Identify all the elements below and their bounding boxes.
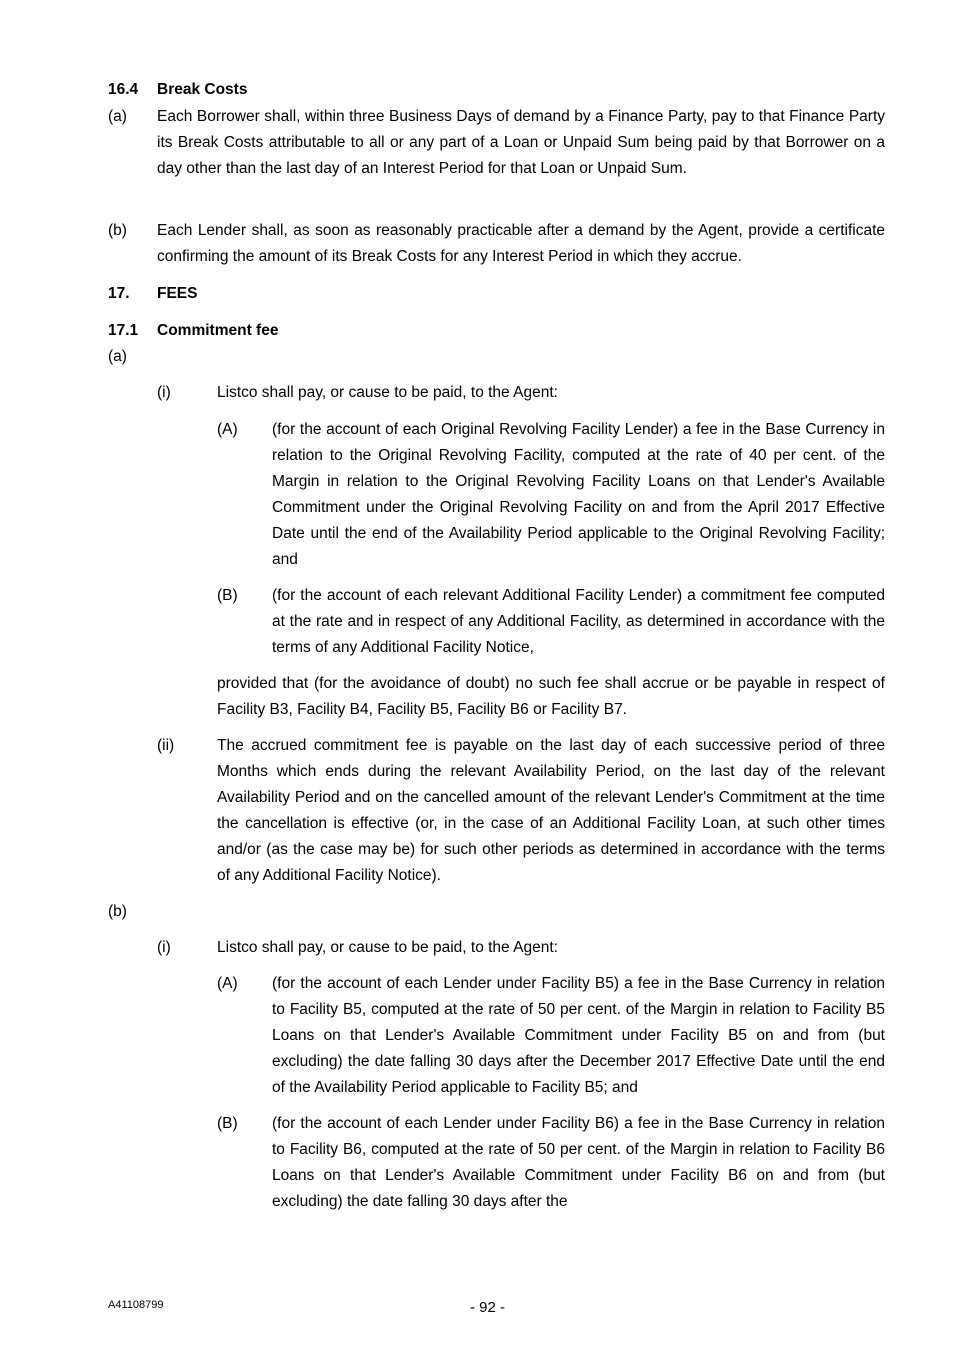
section-heading: Commitment fee [157,322,279,339]
section-heading: FEES [157,285,198,302]
section-number: 17.1 [108,322,139,339]
section-number: 16.4 [108,81,139,98]
document-reference: A41108799 [108,1299,164,1311]
paragraph-label: (B) [217,587,238,604]
paragraph-text: (for the account of each Lender under Facility B5) a fee in the Base Currency in relation to Facility B5, computed at the rate of 50 per cent. of the Margin in relation to Facility B5 Loans on that Lender's Available Commitment under Facility B5 on and from (but excluding) the date falling 30 days after the December 2017 Effective Date until the end of the Availability Period applicable to Facility B5; and [272,975,885,1096]
paragraph-text: (for the account of each relevant Additional Facility Lender) a commitment fee computed at the rate and in respect of any Additional Facility, as determined in accordance with the terms of any Additional Facility Notice, [272,587,885,656]
clause-label: (a) [108,108,127,125]
subclause-label: (ii) [157,737,175,754]
clause-text: Each Lender shall, as soon as reasonably practicable after a demand by the Agent, provide a certificate confirming the amount of its Break Costs for any Interest Period in which they accrue. [157,222,885,265]
clause-label: (a) [108,348,127,365]
subclause-text: The accrued commitment fee is payable on the last day of each successive period of three Months which ends during the relevant Availability Period, on the last day of the relevant Availability Period and on the cancelled amount of the relevant Lender's Commitment at the time the cancellation is effective (or, in the case of an Additional Facility Loan, at such other times and/or (as the case may be) for such other periods as determined in accordance with the terms of any Additional Facility Notice). [217,737,885,884]
subclause-label: (i) [157,384,171,401]
proviso-text: provided that (for the avoidance of doubt) no such fee shall accrue or be payable in respect of Facility B3, Facility B4, Facility B5, Facility B6 or Facility B7. [217,675,885,718]
paragraph-text: (for the account of each Original Revolving Facility Lender) a fee in the Base Currency in relation to the Original Revolving Facility, computed at the rate of 40 per cent. of the Margin in relation to the Original Revolving Facility Loans on that Lender's Available Commitment under the Original Revolving Facility on and from the April 2017 Effective Date until the end of the Availability Period applicable to the Original Revolving Facility; and [272,421,885,568]
clause-label: (b) [108,903,127,920]
paragraph-label: (B) [217,1115,238,1132]
paragraph-text: (for the account of each Lender under Facility B6) a fee in the Base Currency in relation to Facility B6, computed at the rate of 50 per cent. of the Margin in relation to Facility B6 Loans on that Lender's Available Commitment under Facility B6 on and from (but excluding) the date falling 30 days after the [272,1115,885,1210]
section-heading: Break Costs [157,81,248,98]
subclause-text: Listco shall pay, or cause to be paid, to the Agent: [217,939,558,956]
clause-label: (b) [108,222,127,239]
page-number: - 92 - [470,1299,506,1316]
paragraph-label: (A) [217,975,238,992]
paragraph-label: (A) [217,421,238,438]
subclause-text: Listco shall pay, or cause to be paid, to the Agent: [217,384,558,401]
clause-text: Each Borrower shall, within three Business Days of demand by a Finance Party, pay to that Finance Party its Break Costs attributable to all or any part of a Loan or Unpaid Sum being paid by that Borrower on a day other than the last day of an Interest Period for that Loan or Unpaid Sum. [157,108,885,177]
subclause-label: (i) [157,939,171,956]
section-number: 17. [108,285,130,302]
